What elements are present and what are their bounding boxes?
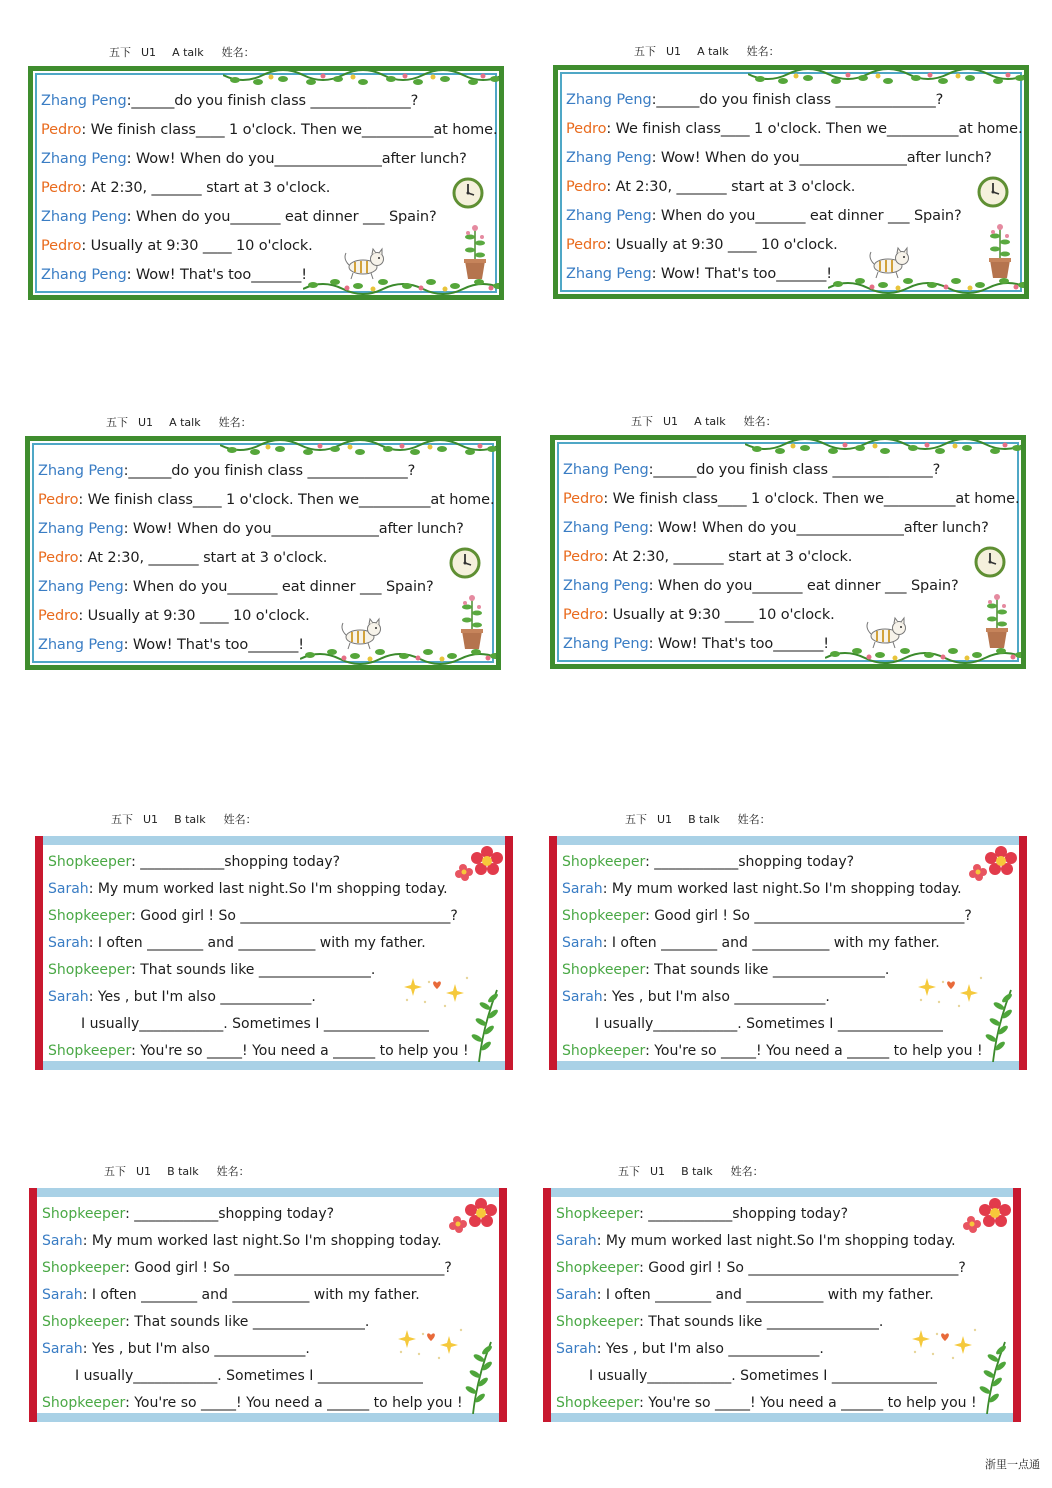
bottom-blue-bar [543,1413,1021,1422]
dialogue-line [42,1314,369,1330]
dialogue-text: : Yes , but I'm also _____________. [596,1341,824,1357]
dialogue-text: : That sounds like ________________. [125,1314,370,1330]
speaker-name: Shopkeeper [556,1314,640,1330]
dialogue-text: :______do you finish class ______________? [648,462,941,478]
sparkle-stars-icon [907,1322,981,1362]
dialogue-line [566,121,1023,137]
vine-garland-decoration [748,70,1028,88]
unit-label: U1 [141,46,157,59]
dialogue-text: : That sounds like ________________. [639,1314,884,1330]
speaker-name: Sarah [556,1287,597,1303]
speaker-name: Shopkeeper [48,854,132,870]
dialogue-line [563,636,829,652]
dialogue-text: I usually____________. Sometimes I _______________ [75,1368,423,1384]
speaker-name: Zhang Peng [38,463,124,479]
lesson-label: A talk [169,416,201,429]
speaker-name: Sarah [556,1341,597,1357]
leaf-branch-icon [469,986,503,1062]
speaker-name: Pedro [41,122,82,138]
right-red-bar [499,1188,507,1422]
name-label: 姓名： [216,1165,250,1178]
speaker-name: Zhang Peng [38,521,124,537]
dialogue-text: : You're so _____! You need a ______ to help you ! [639,1395,977,1411]
grade-label: 五下 [106,416,128,429]
dialogue-line [38,492,495,508]
grade-label: 五下 [618,1165,640,1178]
dialogue-text: : At 2:30, _______ start at 3 o'clock. [606,179,856,195]
speaker-name: Zhang Peng [563,578,649,594]
speaker-name: Shopkeeper [556,1206,640,1222]
worksheet-header [618,1163,764,1179]
speaker-name: Zhang Peng [566,92,652,108]
dialogue-line [566,208,962,224]
name-label: 姓名： [743,415,777,428]
unit-label: U1 [138,416,154,429]
speaker-name: Sarah [562,935,603,951]
dialogue-line [41,151,467,167]
dialogue-line [562,962,889,978]
dialogue-line [48,962,375,978]
lesson-label: B talk [174,813,206,826]
speaker-name: Zhang Peng [38,579,124,595]
unit-label: U1 [657,813,673,826]
dialogue-line [563,578,959,594]
a-talk-card [25,436,501,670]
speaker-name: Pedro [38,492,79,508]
dialogue-line [48,854,340,870]
dialogue-text: : You're so _____! You need a ______ to help you ! [125,1395,463,1411]
name-label: 姓名： [737,813,771,826]
dialogue-line [556,1206,848,1222]
lesson-label: B talk [688,813,720,826]
dialogue-line [41,238,313,254]
cat-icon [863,616,909,650]
worksheet-header [631,413,777,429]
grade-label: 五下 [634,45,656,58]
speaker-name: Zhang Peng [38,637,124,653]
speaker-name: Zhang Peng [566,266,652,282]
dialogue-line [595,1016,943,1032]
name-label: 姓名： [730,1165,764,1178]
b-talk-card [543,1188,1021,1422]
dialogue-text: : My mum worked last night.So I'm shopping today. [596,1233,956,1249]
dialogue-line [563,549,852,565]
speaker-name: Pedro [563,491,604,507]
dialogue-text: : You're so _____! You need a ______ to help you ! [645,1043,983,1059]
worksheet-header [106,414,252,430]
speaker-name: Sarah [562,989,603,1005]
dialogue-text: : ____________shopping today? [639,1206,849,1222]
speaker-name: Pedro [41,180,82,196]
dialogue-text: :______do you finish class ______________? [123,463,416,479]
dialogue-text: : ____________shopping today? [645,854,855,870]
worksheet-header [634,43,780,59]
lesson-label: B talk [681,1165,713,1178]
speaker-name: Sarah [42,1341,83,1357]
speaker-name: Sarah [556,1233,597,1249]
dialogue-text: : Usually at 9:30 ____ 10 o'clock. [81,238,313,254]
top-blue-bar [29,1188,507,1197]
dialogue-text: : My mum worked last night.So I'm shopping today. [88,881,448,897]
dialogue-text: :______do you finish class ______________? [126,93,419,109]
b-talk-card [549,836,1027,1070]
red-flower-icon [453,842,505,882]
name-label: 姓名： [746,45,780,58]
dialogue-text: : You're so _____! You need a ______ to help you ! [131,1043,469,1059]
cat-icon [341,247,387,281]
speaker-name: Shopkeeper [42,1314,126,1330]
speaker-name: Pedro [566,179,607,195]
dialogue-text: : Wow! When do you_______________after lunch? [648,520,989,536]
name-label: 姓名： [223,813,257,826]
b-talk-card [35,836,513,1070]
red-flower-icon [447,1194,499,1234]
dialogue-text: : When do you_______ eat dinner ___ Spain? [648,578,959,594]
dialogue-line [562,908,972,924]
potted-plant-icon [986,222,1014,280]
worksheet-header [109,44,255,60]
cat-icon [866,246,912,280]
dialogue-text: : ____________shopping today? [131,854,341,870]
left-red-bar [29,1188,37,1422]
speaker-name: Shopkeeper [42,1260,126,1276]
dialogue-line [38,608,310,624]
vine-garland-decoration [220,441,500,459]
dialogue-line [589,1368,937,1384]
dialogue-text: : When do you_______ eat dinner ___ Spain? [126,209,437,225]
speaker-name: Shopkeeper [42,1206,126,1222]
leaf-branch-icon [983,986,1017,1062]
dialogue-line [48,1043,469,1059]
vine-garland-decoration [223,71,503,89]
sparkle-stars-icon [399,970,473,1010]
dialogue-text: : Usually at 9:30 ____ 10 o'clock. [606,237,838,253]
dialogue-line [48,881,448,897]
dialogue-line [563,462,940,478]
speaker-name: Pedro [38,608,79,624]
red-flower-icon [961,1194,1013,1234]
speaker-name: Pedro [563,607,604,623]
dialogue-line [42,1206,334,1222]
speaker-name: Shopkeeper [562,1043,646,1059]
speaker-name: Shopkeeper [48,908,132,924]
clock-icon [452,177,484,209]
sparkle-stars-icon [393,1322,467,1362]
dialogue-line [562,935,940,951]
dialogue-line [562,854,854,870]
dialogue-text: : At 2:30, _______ start at 3 o'clock. [78,550,328,566]
grade-label: 五下 [631,415,653,428]
a-talk-card [550,435,1026,669]
bottom-blue-bar [29,1413,507,1422]
dialogue-line [38,637,304,653]
unit-label: U1 [663,415,679,428]
grade-label: 五下 [625,813,647,826]
dialogue-line [48,935,426,951]
top-blue-bar [543,1188,1021,1197]
dialogue-text: : Wow! That's too_______! [126,267,307,283]
speaker-name: Shopkeeper [42,1395,126,1411]
dialogue-text: : ____________shopping today? [125,1206,335,1222]
potted-plant-icon [983,592,1011,650]
dialogue-line [42,1233,442,1249]
speaker-name: Pedro [563,549,604,565]
dialogue-line [41,180,330,196]
dialogue-line [81,1016,429,1032]
dialogue-line [42,1341,310,1357]
grade-label: 五下 [111,813,133,826]
dialogue-line [563,520,989,536]
speaker-name: Sarah [562,881,603,897]
speaker-name: Zhang Peng [41,93,127,109]
dialogue-text: : Wow! When do you_______________after lunch? [651,150,992,166]
speaker-name: Shopkeeper [562,962,646,978]
dialogue-text: : Yes , but I'm also _____________. [88,989,316,1005]
sparkle-stars-icon [913,970,987,1010]
grade-label: 五下 [109,46,131,59]
dialogue-text: : We finish class____ 1 o'clock. Then we__________at home. [81,122,498,138]
speaker-name: Shopkeeper [556,1395,640,1411]
left-red-bar [549,836,557,1070]
clock-icon [977,176,1009,208]
speaker-name: Pedro [566,237,607,253]
dialogue-text: : When do you_______ eat dinner ___ Spain? [123,579,434,595]
speaker-name: Shopkeeper [48,1043,132,1059]
right-red-bar [1019,836,1027,1070]
dialogue-text: : Usually at 9:30 ____ 10 o'clock. [603,607,835,623]
lesson-label: A talk [697,45,729,58]
dialogue-line [562,1043,983,1059]
dialogue-text: : Wow! When do you_______________after lunch? [123,521,464,537]
dialogue-text: : Wow! That's too_______! [123,637,304,653]
dialogue-line [563,607,835,623]
speaker-name: Sarah [48,881,89,897]
dialogue-text: : My mum worked last night.So I'm shopping today. [602,881,962,897]
speaker-name: Zhang Peng [566,208,652,224]
dialogue-line [566,237,838,253]
dialogue-text: : Good girl ! So ______________________________? [645,908,972,924]
speaker-name: Zhang Peng [563,462,649,478]
dialogue-text: : That sounds like ________________. [645,962,890,978]
dialogue-text: : Wow! When do you_______________after lunch? [126,151,467,167]
dialogue-line [566,92,943,108]
unit-label: U1 [666,45,682,58]
left-red-bar [35,836,43,1070]
dialogue-line [75,1368,423,1384]
dialogue-text: : I often ________ and ___________ with my father. [602,935,940,951]
dialogue-line [556,1395,977,1411]
lesson-label: A talk [172,46,204,59]
dialogue-text: : When do you_______ eat dinner ___ Spain? [651,208,962,224]
dialogue-text: : My mum worked last night.So I'm shopping today. [82,1233,442,1249]
name-label: 姓名： [218,416,252,429]
dialogue-line [566,150,992,166]
dialogue-line [556,1233,956,1249]
speaker-name: Sarah [48,935,89,951]
speaker-name: Shopkeeper [48,962,132,978]
cat-icon [338,617,384,651]
dialogue-text: : I often ________ and ___________ with my father. [88,935,426,951]
dialogue-line [566,179,855,195]
speaker-name: Zhang Peng [41,209,127,225]
speaker-name: Pedro [566,121,607,137]
dialogue-line [41,93,418,109]
leaf-branch-icon [463,1338,497,1414]
dialogue-text: : We finish class____ 1 o'clock. Then we__________at home. [603,491,1020,507]
left-red-bar [543,1188,551,1422]
dialogue-line [566,266,832,282]
a-talk-card [553,65,1029,299]
worksheet-header [625,811,771,827]
dialogue-text: : We finish class____ 1 o'clock. Then we__________at home. [78,492,495,508]
leaf-branch-icon [977,1338,1011,1414]
dialogue-text: : That sounds like ________________. [131,962,376,978]
dialogue-line [562,989,830,1005]
grade-label: 五下 [104,1165,126,1178]
speaker-name: Zhang Peng [566,150,652,166]
dialogue-line [38,550,327,566]
lesson-label: B talk [167,1165,199,1178]
dialogue-line [42,1287,420,1303]
speaker-name: Pedro [38,550,79,566]
speaker-name: Zhang Peng [41,151,127,167]
dialogue-text: : Yes , but I'm also _____________. [602,989,830,1005]
dialogue-line [556,1287,934,1303]
dialogue-line [41,267,307,283]
dialogue-line [38,521,464,537]
dialogue-line [48,989,316,1005]
potted-plant-icon [458,593,486,651]
dialogue-text: : Good girl ! So ______________________________? [639,1260,966,1276]
worksheet-header [104,1163,250,1179]
speaker-name: Shopkeeper [562,854,646,870]
bottom-blue-bar [35,1061,513,1070]
dialogue-line [563,491,1020,507]
dialogue-line [556,1314,883,1330]
dialogue-line [42,1395,463,1411]
lesson-label: A talk [694,415,726,428]
dialogue-text: : Wow! That's too_______! [651,266,832,282]
bottom-blue-bar [549,1061,1027,1070]
speaker-name: Zhang Peng [563,520,649,536]
dialogue-text: I usually____________. Sometimes I _______________ [81,1016,429,1032]
unit-label: U1 [136,1165,152,1178]
dialogue-text: : Good girl ! So ______________________________? [131,908,458,924]
speaker-name: Zhang Peng [563,636,649,652]
speaker-name: Zhang Peng [41,267,127,283]
footer-watermark: 浙里一点通 [985,1458,1040,1471]
dialogue-text: :______do you finish class ______________? [651,92,944,108]
dialogue-text: : We finish class____ 1 o'clock. Then we__________at home. [606,121,1023,137]
clock-icon [974,546,1006,578]
dialogue-line [41,122,498,138]
speaker-name: Sarah [42,1233,83,1249]
dialogue-line [41,209,437,225]
dialogue-line [38,579,434,595]
dialogue-text: : Good girl ! So ______________________________? [125,1260,452,1276]
dialogue-text: I usually____________. Sometimes I _______________ [595,1016,943,1032]
right-red-bar [505,836,513,1070]
top-blue-bar [549,836,1027,845]
speaker-name: Shopkeeper [556,1260,640,1276]
speaker-name: Pedro [41,238,82,254]
dialogue-line [48,908,458,924]
speaker-name: Sarah [42,1287,83,1303]
dialogue-line [556,1260,966,1276]
clock-icon [449,547,481,579]
dialogue-text: : Usually at 9:30 ____ 10 o'clock. [78,608,310,624]
dialogue-line [562,881,962,897]
unit-label: U1 [650,1165,666,1178]
red-flower-icon [967,842,1019,882]
dialogue-text: : Yes , but I'm also _____________. [82,1341,310,1357]
a-talk-card [28,66,504,300]
speaker-name: Sarah [48,989,89,1005]
name-label: 姓名： [221,46,255,59]
b-talk-card [29,1188,507,1422]
dialogue-line [556,1341,824,1357]
dialogue-text: I usually____________. Sometimes I _______________ [589,1368,937,1384]
unit-label: U1 [143,813,159,826]
dialogue-text: : Wow! That's too_______! [648,636,829,652]
right-red-bar [1013,1188,1021,1422]
dialogue-line [42,1260,452,1276]
dialogue-line [38,463,415,479]
dialogue-text: : At 2:30, _______ start at 3 o'clock. [603,549,853,565]
speaker-name: Shopkeeper [562,908,646,924]
potted-plant-icon [461,223,489,281]
vine-garland-decoration [745,440,1025,458]
top-blue-bar [35,836,513,845]
dialogue-text: : I often ________ and ___________ with my father. [596,1287,934,1303]
dialogue-text: : I often ________ and ___________ with my father. [82,1287,420,1303]
dialogue-text: : At 2:30, _______ start at 3 o'clock. [81,180,331,196]
worksheet-header [111,811,257,827]
